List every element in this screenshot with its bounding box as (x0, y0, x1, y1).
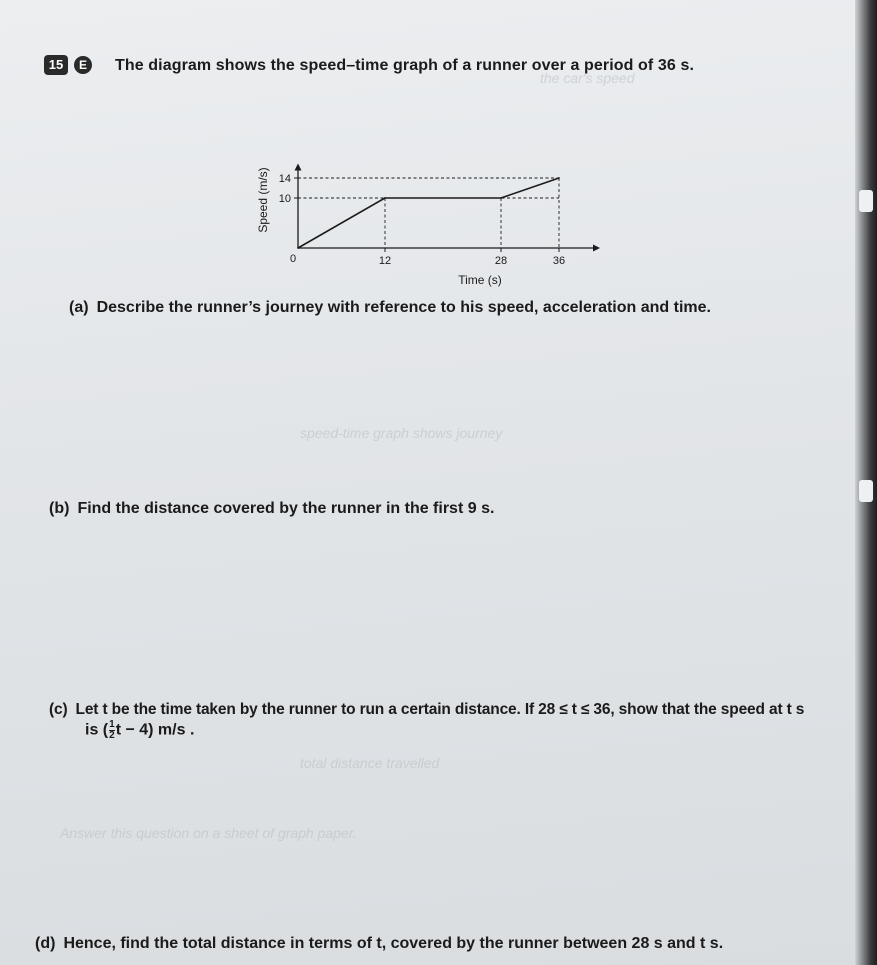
part-b-label: (b) (49, 500, 70, 517)
page-edge-mark (859, 480, 873, 502)
speed-time-graph (250, 80, 680, 295)
y-axis-label: Speed (m/s) (256, 167, 270, 233)
y-tick-label: 14 (278, 173, 291, 185)
page-edge-shadow (855, 0, 877, 965)
graph-series (297, 177, 560, 249)
axes (295, 164, 601, 252)
part-a-label: (a) (69, 299, 89, 316)
part-c-line1: Let t be the time taken by the runner to run a certain distance. If 28 ≤ t ≤ 36, show that the speed at t s (75, 701, 805, 718)
part-a (69, 298, 711, 318)
part-b (49, 499, 494, 519)
guide-lines (294, 178, 559, 252)
show-through-text: speed-time graph shows journey (300, 425, 503, 441)
tick-labels (279, 173, 565, 267)
show-through-text: the car's speed (540, 70, 635, 86)
speed-point (500, 197, 502, 199)
show-through-text: Answer this question on a sheet of graph paper. (60, 825, 357, 841)
y-axis-arrow (295, 164, 302, 171)
part-c (49, 700, 859, 741)
page-edge-mark (859, 190, 873, 212)
part-d-label: (d) (35, 935, 56, 952)
x-axis-arrow (593, 245, 600, 252)
part-b-text: Find the distance covered by the runner in the first 9 s. (77, 500, 495, 517)
fraction-denominator: 2 (109, 730, 115, 741)
question-number-badge: 15 (44, 55, 68, 75)
part-d (35, 934, 723, 954)
origin-label: 0 (289, 253, 297, 265)
question-intro: The diagram shows the speed–time graph of a runner over a period of 36 s. (115, 57, 694, 74)
x-tick-label: 36 (552, 255, 566, 267)
part-a-text: Describe the runner’s journey with reference to his speed, acceleration and time. (96, 299, 711, 316)
x-tick-label: 12 (378, 255, 392, 267)
speed-point (558, 177, 560, 179)
speed-point (297, 247, 299, 249)
half-fraction (109, 720, 115, 741)
question-header (44, 55, 92, 75)
x-tick-label: 28 (494, 255, 508, 267)
part-c-line2-prefix: is ( (85, 721, 109, 739)
x-axis-label: Time (s) (458, 273, 502, 287)
speed-line (298, 178, 559, 248)
part-c-line2-suffix: t − 4) m/s . (115, 721, 195, 739)
y-tick-label: 10 (278, 193, 291, 205)
difficulty-level-badge: E (74, 56, 92, 74)
part-c-label: (c) (49, 701, 68, 718)
speed-point (384, 197, 386, 199)
show-through-text: total distance travelled (300, 755, 440, 771)
part-d-text: Hence, find the total distance in terms of t, covered by the runner between 28 s and t s. (63, 935, 724, 952)
fraction-numerator: 1 (109, 719, 115, 730)
